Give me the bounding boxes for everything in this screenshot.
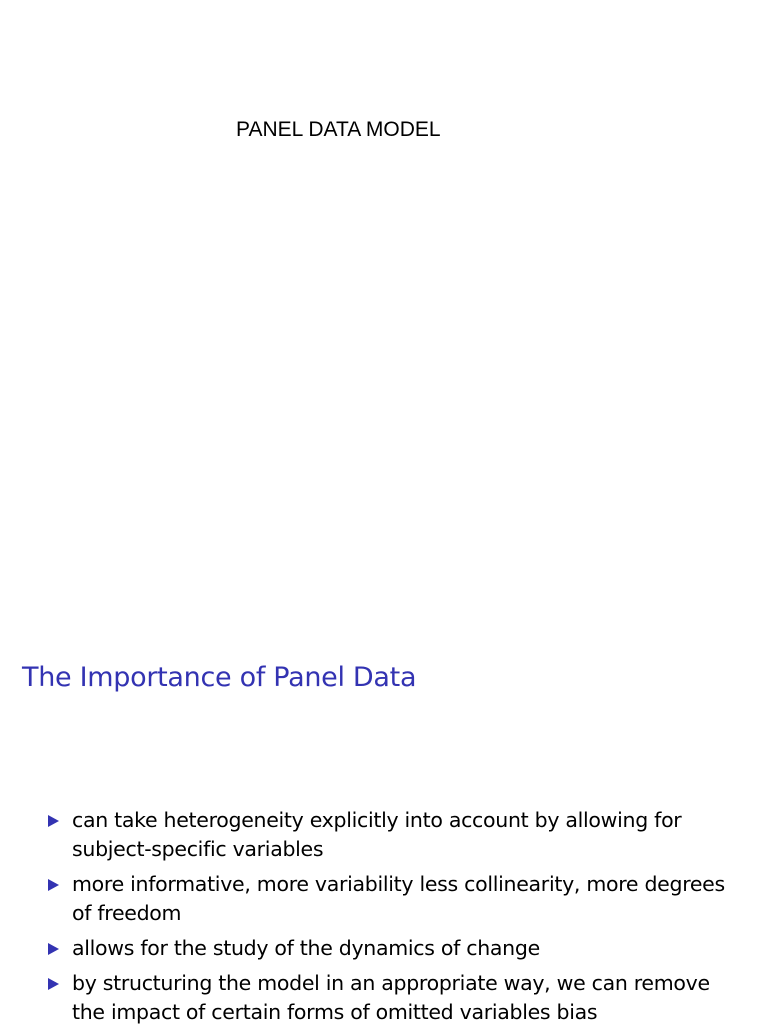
- document-title: PANEL DATA MODEL: [236, 118, 441, 141]
- triangle-bullet-icon: [48, 879, 59, 891]
- bullet-text: can take heterogeneity explicitly into account by allowing for subject-specific variables: [72, 808, 682, 861]
- triangle-bullet-icon: [48, 815, 59, 827]
- bullet-text: by structuring the model in an appropriate way, we can remove the impact of certain forms of omitted variables bias: [72, 971, 710, 1024]
- bullet-item-informative: [48, 870, 748, 928]
- bullet-text: allows for the study of the dynamics of change: [72, 936, 540, 960]
- bullet-item-dynamics: [48, 934, 748, 963]
- slide-title: The Importance of Panel Data: [22, 662, 417, 693]
- bullet-item-omitted-variables: [48, 969, 748, 1024]
- triangle-bullet-icon: [48, 978, 59, 990]
- triangle-bullet-icon: [48, 943, 59, 955]
- bullet-item-heterogeneity: [48, 806, 748, 864]
- bullet-list: [48, 806, 748, 1024]
- bullet-text: more informative, more variability less collinearity, more degrees of freedom: [72, 872, 725, 925]
